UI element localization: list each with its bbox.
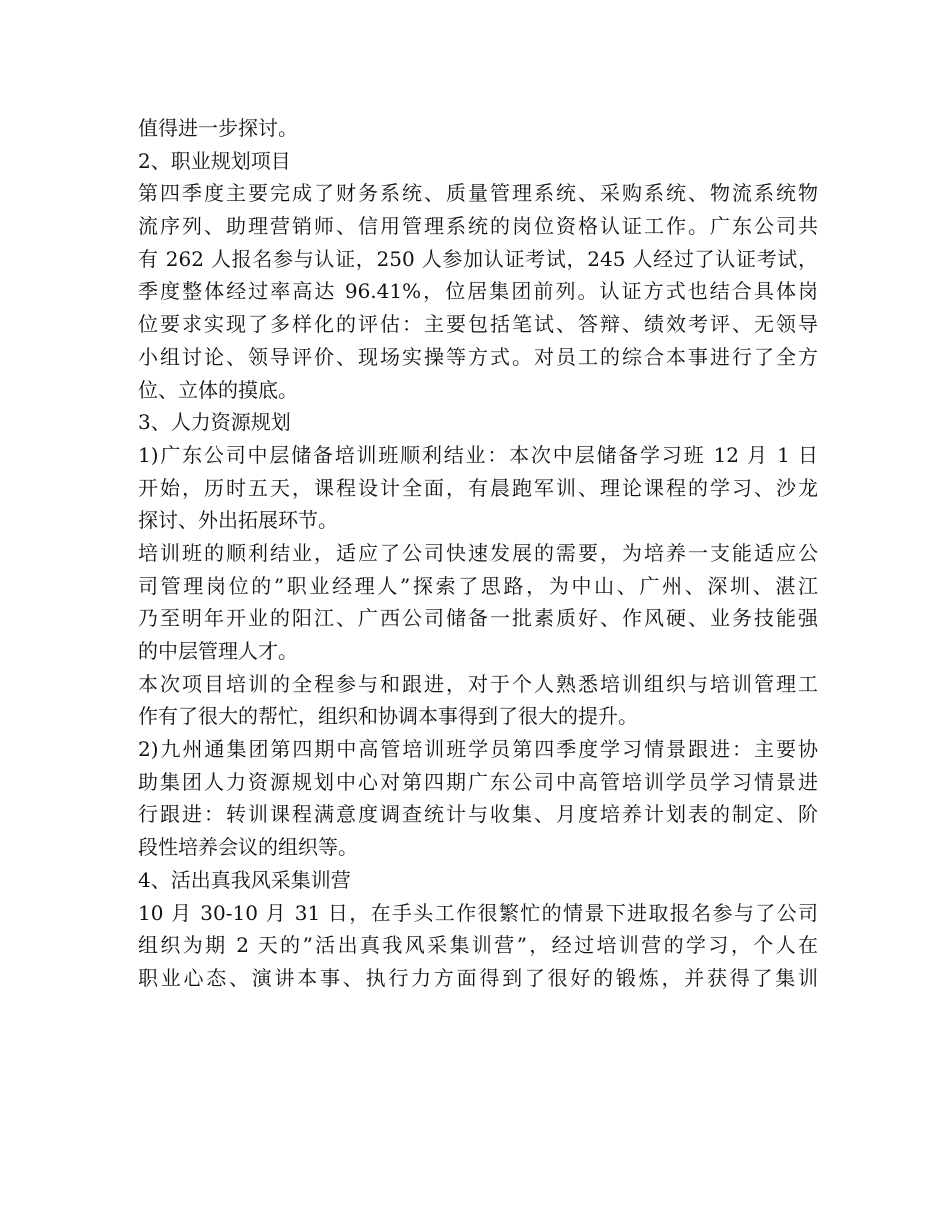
text-line: 培训班的顺利结业，适应了公司快速发展的需要，为培养一支能适应公 — [138, 540, 818, 565]
text-line: 的中层管理人才。 — [138, 639, 298, 663]
text-line: 季度整体经过率高达 96.41%，位居集团前列。认证方式也结合具体岗 — [138, 279, 818, 304]
text-line: 行跟进：转训课程满意度调查统计与收集、月度培养计划表的制定、阶 — [138, 802, 818, 827]
text-line: 本次项目培训的全程参与和跟进，对于个人熟悉培训组织与培训管理工 — [138, 671, 818, 696]
text-line: 段性培养会议的组织等。 — [138, 835, 358, 860]
text-line: 值得进一步探讨。 — [138, 116, 298, 140]
text-line: 2、职业规划项目 — [138, 148, 291, 173]
text-line: 乃至明年开业的阳江、广西公司储备一批素质好、作风硬、业务技能强 — [138, 606, 818, 631]
text-line: 组织为期 2 天的”活出真我风采集训营”，经过培训营的学习，个人在 — [138, 933, 818, 958]
text-line: 位要求实现了多样化的评估：主要包括笔试、答辩、绩效考评、无领导 — [138, 312, 818, 337]
text-line: 10 月 30-10 月 31 日，在手头工作很繁忙的情景下进取报名参与了公司 — [138, 900, 818, 925]
text-line: 小组讨论、领导评价、现场实操等方式。对员工的综合本事进行了全方 — [138, 344, 818, 369]
text-line: 有 262 人报名参与认证，250 人参加认证考试，245 人经过了认证考试， — [138, 246, 818, 271]
text-line: 第四季度主要完成了财务系统、质量管理系统、采购系统、物流系统物 — [138, 181, 818, 206]
text-line: 司管理岗位的”职业经理人”探索了思路，为中山、广州、深圳、湛江 — [138, 573, 818, 598]
text-line: 探讨、外出拓展环节。 — [138, 508, 338, 533]
text-line: 职业心态、演讲本事、执行力方面得到了很好的锻炼，并获得了集训 — [138, 965, 818, 990]
text-line: 开始，历时五天，课程设计全面，有晨跑军训、理论课程的学习、沙龙 — [138, 475, 818, 500]
document-body — [138, 112, 818, 995]
text-line: 3、人力资源规划 — [138, 410, 291, 435]
text-line: 位、立体的摸底。 — [138, 377, 298, 402]
text-line: 流序列、助理营销师、信用管理系统的岗位资格认证工作。广东公司共 — [138, 214, 818, 239]
text-line: 1)广东公司中层储备培训班顺利结业：本次中层储备学习班 12 月 1 日 — [138, 442, 818, 467]
text-line: 助集团人力资源规划中心对第四期广东公司中高管培训学员学习情景进 — [138, 769, 818, 794]
text-line: 作有了很大的帮忙，组织和协调本事得到了很大的提升。 — [138, 704, 638, 729]
text-line: 2)九州通集团第四期中高管培训班学员第四季度学习情景跟进：主要协 — [138, 737, 818, 762]
text-line: 4、活出真我风采集训营 — [138, 867, 351, 892]
